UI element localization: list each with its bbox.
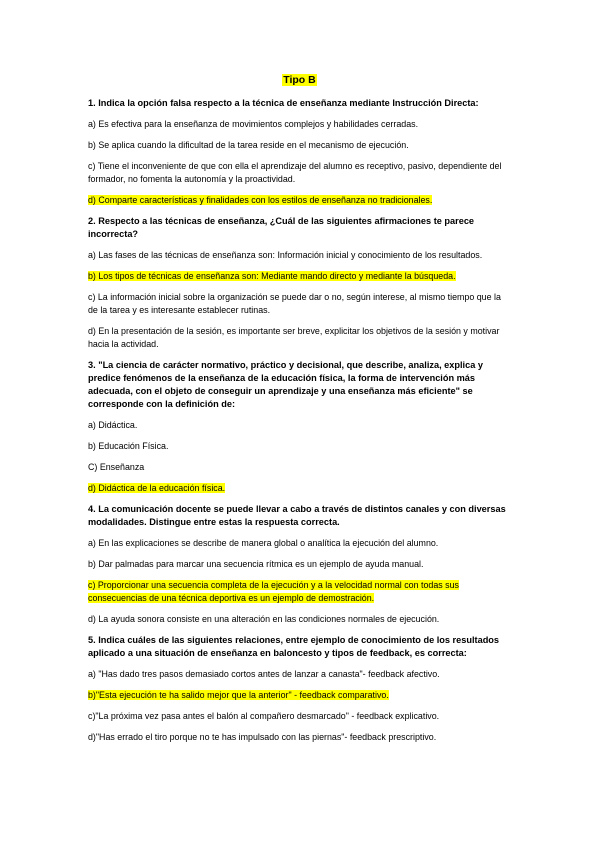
question-5 bbox=[88, 634, 511, 660]
option-text: a) Didáctica. bbox=[88, 420, 138, 430]
option-text: a) "Has dado tres pasos demasiado cortos antes de lanzar a canasta"- feedback afectivo. bbox=[88, 669, 440, 679]
question-5-option-b bbox=[88, 689, 511, 702]
question-5-option-a bbox=[88, 668, 511, 681]
question-1-option-d bbox=[88, 194, 511, 207]
question-2-option-a bbox=[88, 249, 511, 262]
question-3-option-c bbox=[88, 461, 511, 474]
question-1-option-a bbox=[88, 118, 511, 131]
question-4-option-c bbox=[88, 579, 511, 605]
option-text: c)"La próxima vez pasa antes el balón al compañero desmarcado" - feedback explicativo. bbox=[88, 711, 440, 721]
option-text: C) Enseñanza bbox=[88, 462, 145, 472]
question-2-text: 2. Respecto a las técnicas de enseñanza, ¿Cuál de las siguientes afirmaciones te parece incorrecta? bbox=[88, 216, 475, 239]
question-4-option-a bbox=[88, 537, 511, 550]
option-text-highlighted: d) Comparte características y finalidades con los estilos de enseñanza no tradicionales. bbox=[88, 195, 433, 205]
question-4-option-b bbox=[88, 558, 511, 571]
option-text: b) Se aplica cuando la dificultad de la tarea reside en el mecanismo de ejecución. bbox=[88, 140, 409, 150]
question-1-text: 1. Indica la opción falsa respecto a la técnica de enseñanza mediante Instrucción Directa: bbox=[88, 98, 479, 108]
question-2-option-c bbox=[88, 291, 511, 317]
question-4-option-d bbox=[88, 613, 511, 626]
question-3-option-b bbox=[88, 440, 511, 453]
option-text-highlighted: c) Proporcionar una secuencia completa de la ejecución y a la velocidad normal con todas sus consecuencias de una técnica deportiva es un ejemplo de demostración. bbox=[88, 580, 459, 603]
question-5-option-d bbox=[88, 731, 511, 744]
option-text: a) En las explicaciones se describe de manera global o analítica la ejecución del alumno. bbox=[88, 538, 439, 548]
question-3-option-a bbox=[88, 419, 511, 432]
option-text: d) En la presentación de la sesión, es importante ser breve, explicitar los objetivos de la sesión y motivar hacia la actividad. bbox=[88, 326, 500, 349]
question-5-text: 5. Indica cuáles de las siguientes relaciones, entre ejemplo de conocimiento de los resultados aplicado a una situación de enseñanza en baloncesto y tipos de feedback, es correcta: bbox=[88, 635, 500, 658]
option-text: a) Es efectiva para la enseñanza de movimientos complejos y habilidades cerradas. bbox=[88, 119, 419, 129]
option-text-highlighted: b) Los tipos de técnicas de enseñanza son: Mediante mando directo y mediante la búsqueda. bbox=[88, 271, 456, 281]
option-text: c) La información inicial sobre la organización se puede dar o no, según interese, al mismo tiempo que la de la tarea y es interesante establecer rutinas. bbox=[88, 292, 501, 315]
question-3-option-d bbox=[88, 482, 511, 495]
option-text: c) Tiene el inconveniente de que con ella el aprendizaje del alumno es receptivo, pasivo, dependiente del formador, no fomenta la autonomía y la proactividad. bbox=[88, 161, 502, 184]
question-2 bbox=[88, 215, 511, 241]
option-text-highlighted: b)"Esta ejecución te ha salido mejor que la anterior" - feedback comparativo. bbox=[88, 690, 389, 700]
question-5-option-c bbox=[88, 710, 511, 723]
question-1 bbox=[88, 97, 511, 110]
option-text: d) La ayuda sonora consiste en una alteración en las condiciones normales de ejecución. bbox=[88, 614, 440, 624]
title-row bbox=[88, 70, 511, 88]
option-text: a) Las fases de las técnicas de enseñanza son: Información inicial y conocimiento de los resultados. bbox=[88, 250, 483, 260]
option-text: b) Educación Física. bbox=[88, 441, 169, 451]
question-2-option-d bbox=[88, 325, 511, 351]
question-1-option-c bbox=[88, 160, 511, 186]
question-3 bbox=[88, 359, 511, 411]
question-4 bbox=[88, 503, 511, 529]
question-1-option-b bbox=[88, 139, 511, 152]
question-3-text: 3. "La ciencia de carácter normativo, práctico y decisional, que describe, analiza, explica y predice fenómenos de la enseñanza de la educación física, la forma de intervención más adecuada, con el objeto de conseguir un aprendizaje y una enseñanza más eficiente" se corresponde con la definición de: bbox=[88, 360, 483, 409]
option-text-highlighted: d) Didáctica de la educación física. bbox=[88, 483, 226, 493]
question-2-option-b bbox=[88, 270, 511, 283]
option-text: d)"Has errado el tiro porque no te has impulsado con las piernas"- feedback prescriptivo. bbox=[88, 732, 437, 742]
page-title: Tipo B bbox=[283, 74, 316, 86]
question-4-text: 4. La comunicación docente se puede llevar a cabo a través de distintos canales y con diversas modalidades. Distingue entre estas la respuesta correcta. bbox=[88, 504, 506, 527]
option-text: b) Dar palmadas para marcar una secuencia rítmica es un ejemplo de ayuda manual. bbox=[88, 559, 424, 569]
